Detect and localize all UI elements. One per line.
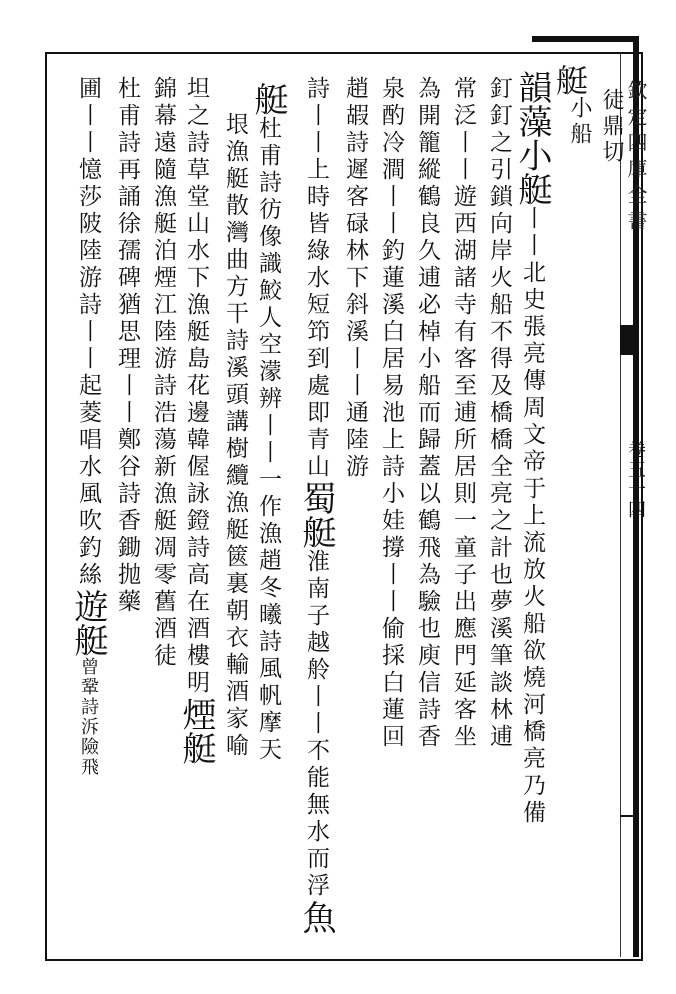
entry-heading: 遊艇 bbox=[68, 589, 108, 657]
text-column-5: 泉酌冷澗丨丨釣蓮溪白居易池上詩小娃撐丨丨偷採白蓮回 bbox=[378, 76, 404, 751]
book-title: 欽定四庫全書 bbox=[624, 80, 648, 236]
margin-rule bbox=[620, 54, 621, 957]
gloss-note: 小船 bbox=[567, 96, 592, 148]
entry-heading: 魚 bbox=[296, 900, 336, 934]
fanqie-note: 徒鼎切 bbox=[599, 88, 624, 166]
entry-heading: 韻藻小艇 bbox=[512, 70, 552, 206]
entry-heading: 蜀艇 bbox=[296, 481, 336, 549]
frame-border-top bbox=[532, 36, 639, 42]
text-column-13: 圃丨丨憶莎陂陸游詩丨丨起菱唱水風吹釣絲遊艇曾鞏詩泝險飛 bbox=[68, 76, 108, 777]
text-column-1: 韻藻小艇丨丨北史張亮傳周文帝于上流放火船欲燒河橋亮乃備 bbox=[512, 70, 552, 827]
text-column-3: 常泛丨丨遊西湖諸寺有客至逋所居則一童子出應門延客坐 bbox=[450, 76, 476, 751]
text-column-11: 錦幕遠隨漁艇泊煙江陸游詩浩蕩新漁艇凋零舊酒徒 bbox=[150, 76, 176, 670]
text-column-10: 坦之詩草堂山水下漁艇島花邊韓偓詠鐙詩高在酒樓明煙艇 bbox=[176, 76, 216, 765]
text-column-8: 艇杜甫詩彷像識鮫人空濛辨丨丨一作漁趙冬曦詩風帆摩天 bbox=[248, 82, 288, 764]
head-character: 艇 bbox=[556, 62, 589, 100]
text-column-9: 垠漁艇散灣曲方干詩溪頭講樹纜漁艇篋裏朝衣輸酒家喻 bbox=[222, 112, 248, 760]
text-column-7: 詩丨丨上時皆綠水短笻到處即青山蜀艇淮南子越舲丨丨不能無水而浮魚 bbox=[296, 76, 336, 934]
volume-number: 卷五十四 bbox=[625, 440, 646, 520]
entry-heading: 艇 bbox=[248, 82, 288, 116]
fish-tail-mark bbox=[620, 325, 638, 355]
margin-rule-mark bbox=[620, 815, 638, 817]
text-column-6: 趙嘏詩遲客碌林下斜溪丨丨通陸游 bbox=[342, 76, 368, 481]
text-column-2: 釘釘之引鎖向岸火船不得及橋橋全亮之計也夢溪筆談林逋 bbox=[486, 76, 512, 751]
text-column-4: 為開籠縱鶴良久逋必棹小船而歸蓋以鶴飛為驗也庾信詩香 bbox=[414, 76, 440, 751]
text-column-12: 杜甫詩再誦徐孺碑猶思理丨丨鄭谷詩香鋤抛藥 bbox=[114, 76, 140, 616]
entry-heading: 煙艇 bbox=[176, 697, 216, 765]
